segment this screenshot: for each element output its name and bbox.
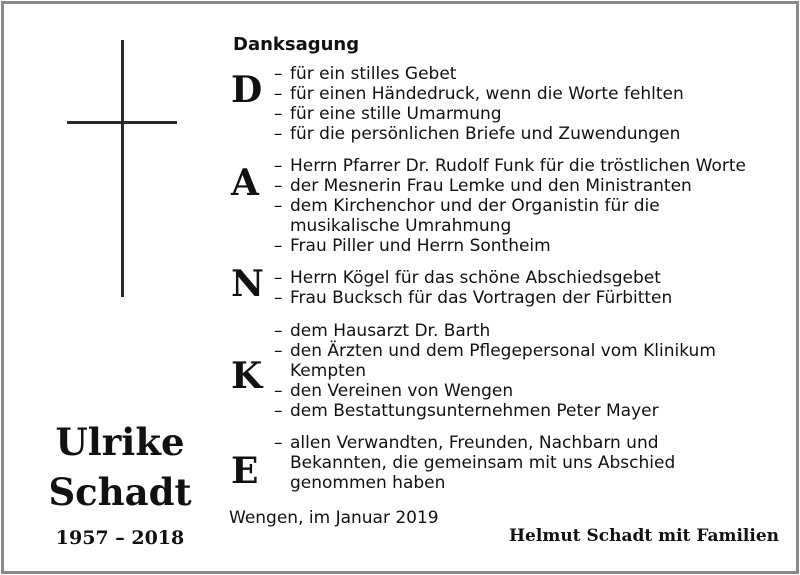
acrostic-letter-e: E xyxy=(231,450,259,492)
list-item: – dem Kirchenchor und der Organistin für die xyxy=(274,196,746,216)
acrostic-letter-a: A xyxy=(231,162,259,204)
signature: Helmut Schadt mit Familien xyxy=(509,526,780,546)
list-item: – den Vereinen von Wengen xyxy=(274,381,716,401)
list-item-continuation: genommen haben xyxy=(290,473,446,493)
list-item: – Herrn Pfarrer Dr. Rudolf Funk für die tröstlichen Worte xyxy=(274,156,746,176)
acrostic-letter-d: D xyxy=(231,69,263,111)
heading: Danksagung xyxy=(233,34,360,55)
list-item: – der Mesnerin Frau Lemke und den Ministranten xyxy=(274,176,746,196)
cross-horizontal-bar xyxy=(67,121,177,124)
acrostic-letter-n: N xyxy=(231,263,264,305)
list-item: – Frau Piller und Herrn Sontheim xyxy=(274,236,746,256)
life-years: 1957 – 2018 xyxy=(55,527,185,549)
acrostic-letter-k: K xyxy=(231,355,263,397)
list-item: – für eine stille Umarmung xyxy=(274,104,684,124)
list-item-continuation: Kempten xyxy=(290,361,367,381)
list-item: – für ein stilles Gebet xyxy=(274,64,684,84)
list-item: – für einen Händedruck, wenn die Worte fehlten xyxy=(274,84,684,104)
place-date: Wengen, im Januar 2019 xyxy=(229,508,439,528)
list-item-continuation: musikalische Umrahmung xyxy=(290,216,512,236)
section-d-list xyxy=(274,64,684,144)
section-n-list xyxy=(274,268,672,308)
section-e-list xyxy=(274,433,675,493)
deceased-last-name: Schadt xyxy=(48,470,192,514)
cross-vertical-bar xyxy=(121,40,124,297)
list-item-continuation: Bekannten, die gemeinsam mit uns Abschied xyxy=(290,453,676,473)
section-a-list xyxy=(274,156,746,256)
list-item: – allen Verwandten, Freunden, Nachbarn und xyxy=(274,433,675,453)
list-item: – Frau Bucksch für das Vortragen der Fürbitten xyxy=(274,288,672,308)
deceased-first-name: Ulrike xyxy=(55,420,185,464)
list-item: – dem Hausarzt Dr. Barth xyxy=(274,321,716,341)
list-item: – Herrn Kögel für das schöne Abschiedsgebet xyxy=(274,268,672,288)
list-item: – dem Bestattungsunternehmen Peter Mayer xyxy=(274,401,716,421)
section-k-list xyxy=(274,321,716,421)
list-item: – den Ärzten und dem Pflegepersonal vom Klinikum xyxy=(274,341,716,361)
list-item: – für die persönlichen Briefe und Zuwendungen xyxy=(274,124,684,144)
